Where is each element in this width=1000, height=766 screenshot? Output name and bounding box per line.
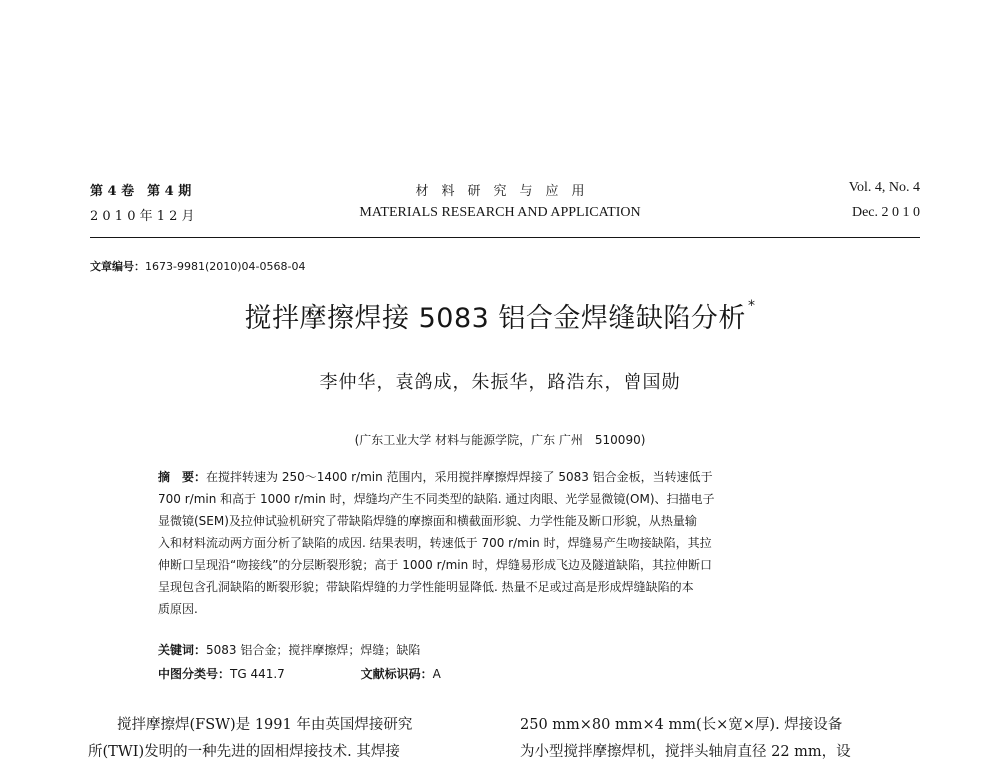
body-left-column — [88, 712, 500, 766]
clc-label: 中图分类号： — [158, 667, 231, 681]
doc-code-value: A — [432, 667, 441, 681]
journal-volume-issue: 第 4 卷 第 4 期 — [90, 184, 192, 199]
abstract — [158, 466, 858, 620]
body-line: 搅拌摩擦焊(FSW)是 1991 年由英国焊接研究 — [88, 717, 413, 733]
article-number-label: 文章编号： — [90, 260, 145, 273]
journal-name-en: MATERIALS RESEARCH AND APPLICATION — [359, 205, 641, 220]
doc-code-label: 文献标识码： — [360, 667, 433, 681]
header-rule — [90, 237, 920, 238]
keywords — [158, 641, 420, 658]
abstract-line: 呈现包含孔洞缺陷的断裂形貌；带缺陷焊缝的力学性能明显降低. 热量不足或过高是形成焊缝缺陷的本 — [158, 580, 694, 594]
abstract-line: 质原因. — [158, 602, 198, 616]
body-line: 250 mm×80 mm×4 mm(长×宽×厚). 焊接设备 — [520, 717, 843, 733]
journal-date-cn: 2 0 1 0 年 1 2 月 — [90, 209, 195, 224]
journal-name-cn: 材 料 研 究 与 应 用 — [415, 184, 585, 199]
journal-date-en: Dec. 2 0 1 0 — [851, 205, 920, 220]
title-footnote-mark: * — [747, 298, 756, 314]
journal-volume-en: Vol. 4, No. 4 — [848, 180, 920, 195]
classification-line — [158, 665, 441, 682]
keywords-value: 5083 铝合金；搅拌摩擦焊；焊缝；缺陷 — [206, 643, 421, 657]
article-number — [90, 258, 305, 274]
abstract-label: 摘 要： — [158, 470, 207, 484]
body-line: 所(TWI)发明的一种先进的固相焊接技术. 其焊接 — [88, 744, 400, 760]
abstract-line: 在搅拌转速为 250～1400 r/min 范围内，采用搅拌摩擦焊焊接了 5083 铝合金板，当转速低于 — [206, 470, 713, 484]
paper-title — [0, 296, 1000, 335]
author-list: 李仲华，袁鸽成，朱振华，路浩东，曾国勋 — [319, 372, 681, 393]
paper-title-text: 搅拌摩擦焊接 5083 铝合金焊缝缺陷分析 — [244, 303, 746, 334]
keywords-label: 关键词： — [158, 643, 207, 657]
body-right-column — [520, 712, 920, 766]
abstract-line: 入和材料流动两方面分析了缺陷的成因. 结果表明，转速低于 700 r/min 时，焊缝易产生吻接缺陷，其拉 — [158, 536, 712, 550]
abstract-line: 伸断口呈现沿“吻接线”的分层断裂形貌；高于 1000 r/min 时，焊缝易形成飞边及隧道缺陷，其拉伸断口 — [158, 558, 713, 572]
body-line: 为小型搅拌摩擦焊机，搅拌头轴肩直径 22 mm，设 — [520, 744, 851, 760]
affiliation: (广东工业大学 材料与能源学院，广东 广州 510090) — [354, 433, 646, 447]
article-number-value: 1673-9981(2010)04-0568-04 — [145, 260, 306, 273]
abstract-line: 显微镜(SEM)及拉伸试验机研究了带缺陷焊缝的摩擦面和横截面形貌、力学性能及断口形貌，从热量输 — [158, 514, 697, 528]
abstract-line: 700 r/min 和高于 1000 r/min 时，焊缝均产生不同类型的缺陷. 通过肉眼、光学显微镜(OM)、扫描电子 — [158, 492, 715, 506]
clc-value: TG 441.7 — [230, 667, 285, 681]
